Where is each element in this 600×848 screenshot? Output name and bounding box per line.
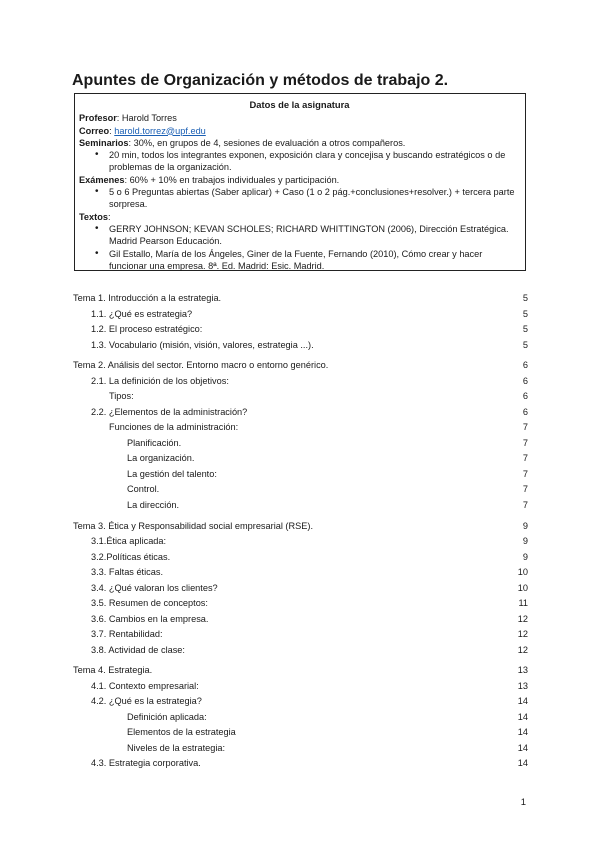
toc-page-number: 5 — [522, 339, 528, 350]
toc-label: Funciones de la administración: — [109, 422, 239, 433]
bullet-item: • Gil Estallo, María de los Ángeles, Giner de la Fuente, Fernando (2010), Cómo crear y hacer funcionar una empresa. 8ª. Ed. Madrid: Esic. Madrid. — [97, 248, 520, 273]
toc-page-number: 7 — [522, 422, 528, 433]
toc-label: 3.8. Actividad de clase: — [91, 644, 185, 655]
correo-row — [79, 125, 520, 137]
toc-label: Tema 2. Análisis del sector. Entorno macro o entorno genérico. — [73, 360, 329, 371]
toc-page-number: 11 — [518, 598, 528, 609]
toc-label: 2.1. La definición de los objetivos: — [91, 375, 229, 386]
toc-page-number: 14 — [517, 727, 528, 738]
page-number: 1 — [520, 797, 526, 808]
toc-label: Elementos de la estrategia — [127, 727, 236, 738]
toc-label: Planificación. — [127, 437, 182, 448]
toc-page-number: 14 — [517, 711, 528, 722]
toc-label: 4.2. ¿Qué es la estrategia? — [91, 696, 202, 707]
toc-section-entry[interactable] — [73, 756, 528, 772]
examenes-row — [79, 174, 520, 186]
toc-page-number: 12 — [517, 629, 528, 640]
bullet-item: • 5 o 6 Preguntas abiertas (Saber aplicar) + Caso (1 o 2 pág.+conclusiones+resolver.) + tercera parte sorpresa. — [97, 186, 520, 211]
toc-page-number: 7 — [522, 468, 528, 479]
toc-label: Niveles de la estrategia: — [127, 742, 226, 753]
toc-label: Control. — [127, 484, 160, 495]
correo-label: Correo — [79, 125, 110, 136]
bullet-item: • GERRY JOHNSON; KEVAN SCHOLES; RICHARD WHITTINGTON (2006), Dirección Estratégica. Madrid Pearson Educación. — [97, 223, 520, 248]
toc-page-number: 7 — [522, 437, 528, 448]
toc-section-entry[interactable] — [73, 550, 528, 566]
toc-section-entry[interactable] — [73, 534, 528, 550]
toc-page-number: 6 — [522, 406, 528, 417]
course-info-box — [74, 93, 526, 271]
seminarios-value: : 30%, en grupos de 4, sesiones de evaluación a otros compañeros. — [128, 137, 406, 148]
profesor-value: : Harold Torres — [116, 113, 177, 124]
document-title: Apuntes de Organización y métodos de trabajo 2. — [72, 72, 449, 89]
toc-section-entry[interactable] — [73, 374, 528, 390]
toc-section-entry[interactable] — [73, 596, 528, 612]
toc-label: 3.7. Rentabilidad: — [91, 629, 163, 640]
textos-label: Textos — [79, 211, 108, 222]
toc-section-entry[interactable] — [73, 389, 528, 405]
toc-page-number: 5 — [522, 293, 528, 303]
toc-section-entry[interactable] — [73, 436, 528, 452]
toc-section-entry[interactable] — [73, 338, 528, 354]
textos-row — [79, 211, 520, 223]
toc-section-entry[interactable] — [73, 420, 528, 436]
toc-group — [73, 663, 528, 772]
toc-page-number: 12 — [517, 613, 528, 624]
toc-section-entry[interactable] — [73, 467, 528, 483]
toc-label: 3.4. ¿Qué valoran los clientes? — [91, 582, 218, 593]
toc-section-entry[interactable] — [73, 565, 528, 581]
toc-label: La organización. — [127, 453, 195, 464]
toc-chapter-entry[interactable] — [73, 291, 528, 307]
toc-label: Definición aplicada: — [127, 711, 207, 722]
toc-page-number: 13 — [517, 680, 528, 691]
examenes-value: : 60% + 10% en trabajos individuales y participación. — [124, 174, 340, 185]
toc-section-entry[interactable] — [73, 694, 528, 710]
toc-page-number: 5 — [522, 308, 528, 319]
toc-page-number: 6 — [522, 391, 528, 402]
toc-section-entry[interactable] — [73, 679, 528, 695]
toc-label: 4.1. Contexto empresarial: — [91, 680, 199, 691]
toc-group — [73, 358, 528, 513]
toc-page-number: 14 — [517, 758, 528, 769]
toc-section-entry[interactable] — [73, 627, 528, 643]
toc-section-entry[interactable] — [73, 741, 528, 757]
toc-section-entry[interactable] — [73, 643, 528, 659]
toc-page-number: 14 — [517, 696, 528, 707]
seminarios-label: Seminarios — [79, 137, 129, 148]
toc-page-number: 7 — [522, 499, 528, 510]
table-of-contents — [73, 291, 528, 777]
toc-page-number: 12 — [517, 644, 528, 655]
toc-label: Tema 3. Ética y Responsabilidad social empresarial (RSE). — [73, 520, 313, 531]
seminarios-row — [79, 137, 520, 149]
toc-label: 3.2.Políticas éticas. — [91, 551, 171, 562]
toc-label: 1.3. Vocabulario (misión, visión, valores, estrategia ...). — [91, 339, 314, 350]
textos-bullets — [79, 223, 520, 272]
toc-section-entry[interactable] — [73, 451, 528, 467]
toc-section-entry[interactable] — [73, 482, 528, 498]
toc-group — [73, 519, 528, 659]
email-link[interactable]: harold.torrez@upf.edu — [114, 125, 206, 136]
examenes-bullets — [79, 186, 520, 211]
toc-label: 3.3. Faltas éticas. — [91, 567, 164, 578]
toc-section-entry[interactable] — [73, 612, 528, 628]
profesor-row — [79, 112, 520, 124]
toc-page-number: 9 — [522, 536, 528, 547]
seminarios-bullets — [79, 149, 520, 174]
toc-page-number: 5 — [522, 324, 528, 334]
toc-label: Tipos: — [109, 391, 134, 402]
toc-label: 3.1.Ética aplicada: — [91, 536, 167, 547]
toc-label: Tema 4. Estrategia. — [73, 665, 153, 676]
toc-section-entry[interactable] — [73, 498, 528, 514]
toc-page-number: 10 — [517, 567, 528, 578]
toc-group — [73, 291, 528, 353]
bullet-item: • 20 min, todos los integrantes exponen, exposición clara y concejisa y buscando estratégicos o de problemas de la organización. — [97, 149, 520, 174]
toc-page-number: 9 — [522, 520, 528, 531]
toc-label: 2.2. ¿Elementos de la administración? — [91, 406, 248, 417]
profesor-label: Profesor — [79, 113, 117, 124]
toc-section-entry[interactable] — [73, 405, 528, 421]
toc-page-number: 6 — [522, 375, 528, 386]
toc-page-number: 6 — [522, 360, 528, 371]
toc-label: La gestión del talento: — [127, 468, 217, 479]
toc-chapter-entry[interactable] — [73, 519, 528, 535]
correo-separator: : — [109, 125, 115, 136]
toc-label: La dirección. — [127, 499, 180, 510]
toc-section-entry[interactable] — [73, 725, 528, 741]
toc-section-entry[interactable] — [73, 581, 528, 597]
toc-label: 1.2. El proceso estratégico: — [91, 324, 203, 334]
examenes-label: Exámenes — [79, 174, 125, 185]
toc-label: Tema 1. Introducción a la estrategia. — [73, 293, 222, 303]
toc-page-number: 14 — [517, 742, 528, 753]
toc-label: 1.1. ¿Qué es estrategia? — [91, 308, 193, 319]
toc-label: 3.6. Cambios en la empresa. — [91, 613, 209, 624]
toc-section-entry[interactable] — [73, 307, 528, 323]
toc-page-number: 9 — [522, 551, 528, 562]
toc-chapter-entry[interactable] — [73, 358, 528, 374]
toc-page-number: 7 — [522, 453, 528, 464]
textos-value: : — [107, 211, 111, 222]
toc-chapter-entry[interactable] — [73, 663, 528, 679]
toc-label: 3.5. Resumen de conceptos: — [91, 598, 208, 609]
course-info-heading: Datos de la asignatura — [249, 99, 350, 110]
toc-page-number: 10 — [517, 582, 528, 593]
toc-page-number: 13 — [517, 665, 528, 676]
toc-page-number: 7 — [522, 484, 528, 495]
toc-section-entry[interactable] — [73, 710, 528, 726]
toc-section-entry[interactable] — [73, 322, 528, 338]
toc-label: 4.3. Estrategia corporativa. — [91, 758, 201, 769]
